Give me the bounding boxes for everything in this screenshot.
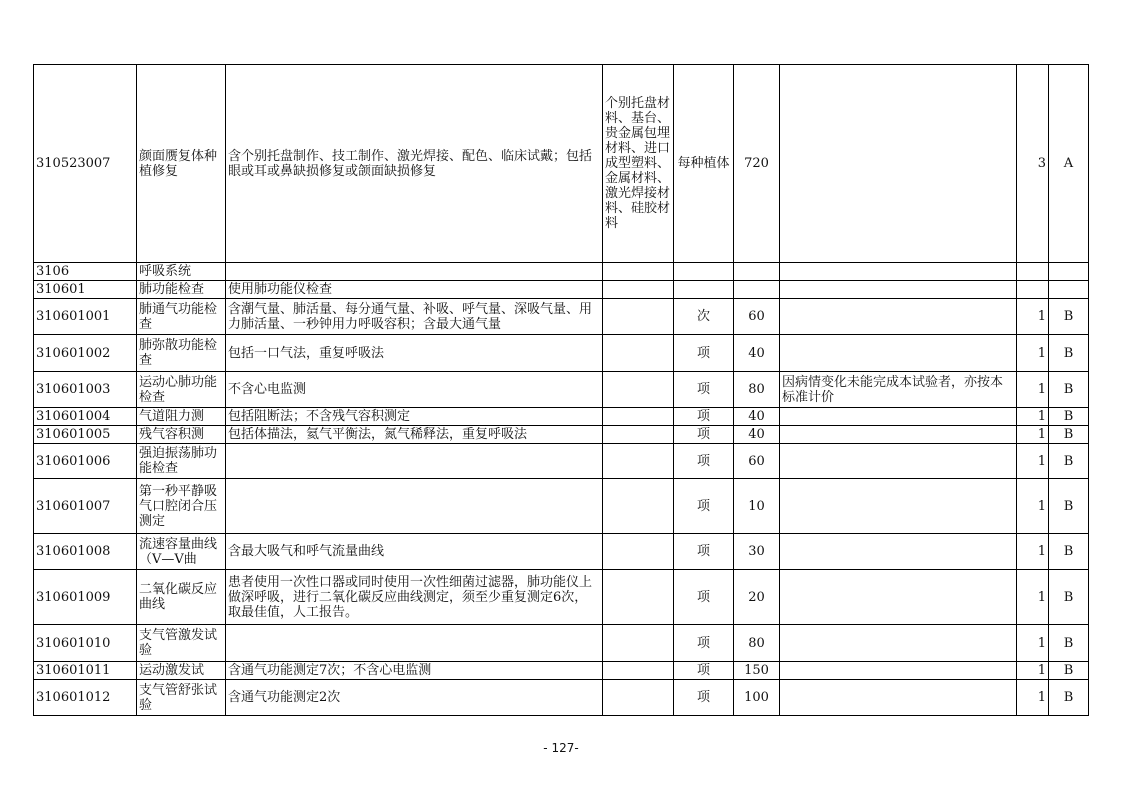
charge-unit-cell: 每种植体 <box>674 65 734 263</box>
hospital-level-cell: 1 <box>1017 570 1049 625</box>
hospital-level-cell: 1 <box>1017 479 1049 534</box>
hospital-level-cell: 1 <box>1017 426 1049 444</box>
excluded-items-cell <box>603 444 674 479</box>
price-cell: 80 <box>734 372 780 408</box>
charge-unit-cell <box>674 281 734 299</box>
item-name-cell: 运动心肺功能检查 <box>137 372 226 408</box>
fee-schedule-table <box>33 64 1089 716</box>
item-name-cell: 流速容量曲线（V—V曲 <box>137 534 226 570</box>
table-row <box>34 281 1089 299</box>
price-cell: 60 <box>734 444 780 479</box>
table-row <box>34 662 1089 680</box>
price-cell: 20 <box>734 570 780 625</box>
remarks-cell <box>780 570 1017 625</box>
charge-unit-cell: 项 <box>674 680 734 716</box>
charge-unit-cell <box>674 263 734 281</box>
remarks-cell <box>780 534 1017 570</box>
hospital-level-cell: 1 <box>1017 335 1049 372</box>
price-cell: 80 <box>734 625 780 662</box>
item-code-cell: 310601012 <box>34 680 137 716</box>
remarks-cell <box>780 662 1017 680</box>
remarks-cell <box>780 408 1017 426</box>
item-content-cell <box>226 479 603 534</box>
price-cell: 40 <box>734 408 780 426</box>
excluded-items-cell <box>603 408 674 426</box>
item-code-cell: 310601011 <box>34 662 137 680</box>
item-name-cell: 残气容积测 <box>137 426 226 444</box>
table-row <box>34 534 1089 570</box>
item-content-cell: 含通气功能测定7次；不含心电监测 <box>226 662 603 680</box>
excluded-items-cell <box>603 534 674 570</box>
table-row <box>34 299 1089 335</box>
hospital-level-cell: 1 <box>1017 534 1049 570</box>
remarks-cell <box>780 444 1017 479</box>
item-content-cell: 包括一口气法，重复呼吸法 <box>226 335 603 372</box>
charge-unit-cell: 项 <box>674 372 734 408</box>
table-row <box>34 444 1089 479</box>
item-name-cell: 运动激发试 <box>137 662 226 680</box>
excluded-items-cell <box>603 479 674 534</box>
item-name-cell: 支气管舒张试验 <box>137 680 226 716</box>
item-content-cell: 包括阻断法；不含残气容积测定 <box>226 408 603 426</box>
item-name-cell: 肺功能检查 <box>137 281 226 299</box>
excluded-items-cell <box>603 299 674 335</box>
price-cell: 150 <box>734 662 780 680</box>
table-row <box>34 335 1089 372</box>
category-cell: B <box>1049 570 1089 625</box>
item-content-cell: 不含心电监测 <box>226 372 603 408</box>
charge-unit-cell: 项 <box>674 444 734 479</box>
remarks-cell <box>780 479 1017 534</box>
remarks-cell: 因病情变化未能完成本试验者，亦按本标准计价 <box>780 372 1017 408</box>
category-cell: B <box>1049 299 1089 335</box>
table-row <box>34 408 1089 426</box>
item-content-cell: 包括体描法，氦气平衡法，氮气稀释法，重复呼吸法 <box>226 426 603 444</box>
price-cell: 40 <box>734 335 780 372</box>
remarks-cell <box>780 426 1017 444</box>
excluded-items-cell: 个别托盘材料、基台、贵金属包埋材料、进口成型塑料、金属材料、激光焊接材料、硅胶材料 <box>603 65 674 263</box>
item-code-cell: 3106 <box>34 263 137 281</box>
category-cell: B <box>1049 479 1089 534</box>
item-content-cell: 含通气功能测定2次 <box>226 680 603 716</box>
item-code-cell: 310601009 <box>34 570 137 625</box>
category-cell: B <box>1049 680 1089 716</box>
item-code-cell: 310601003 <box>34 372 137 408</box>
hospital-level-cell: 1 <box>1017 662 1049 680</box>
price-cell <box>734 263 780 281</box>
excluded-items-cell <box>603 281 674 299</box>
item-name-cell: 肺弥散功能检查 <box>137 335 226 372</box>
item-name-cell: 肺通气功能检查 <box>137 299 226 335</box>
hospital-level-cell: 1 <box>1017 625 1049 662</box>
price-cell: 40 <box>734 426 780 444</box>
price-cell: 60 <box>734 299 780 335</box>
category-cell: B <box>1049 444 1089 479</box>
charge-unit-cell: 项 <box>674 534 734 570</box>
page-number: - 127- <box>543 741 579 755</box>
remarks-cell <box>780 263 1017 281</box>
category-cell: B <box>1049 534 1089 570</box>
excluded-items-cell <box>603 680 674 716</box>
table-row <box>34 263 1089 281</box>
item-name-cell: 强迫振荡肺功能检查 <box>137 444 226 479</box>
excluded-items-cell <box>603 263 674 281</box>
item-code-cell: 310601005 <box>34 426 137 444</box>
charge-unit-cell: 项 <box>674 335 734 372</box>
charge-unit-cell: 项 <box>674 408 734 426</box>
item-content-cell: 患者使用一次性口器或同时使用一次性细菌过滤器，肺功能仪上做深呼吸，进行二氧化碳反应曲线测定，须至少重复测定6次，取最佳值，人工报告。 <box>226 570 603 625</box>
excluded-items-cell <box>603 662 674 680</box>
table-row <box>34 426 1089 444</box>
charge-unit-cell: 项 <box>674 662 734 680</box>
item-content-cell: 使用肺功能仪检查 <box>226 281 603 299</box>
table-row <box>34 625 1089 662</box>
remarks-cell <box>780 281 1017 299</box>
item-content-cell: 含潮气量、肺活量、每分通气量、补吸、呼气量、深吸气量、用力肺活量、一秒钟用力呼吸容积；含最大通气量 <box>226 299 603 335</box>
item-content-cell <box>226 625 603 662</box>
table-row <box>34 680 1089 716</box>
charge-unit-cell: 项 <box>674 570 734 625</box>
remarks-cell <box>780 680 1017 716</box>
item-code-cell: 310523007 <box>34 65 137 263</box>
table-row <box>34 65 1089 263</box>
category-cell: B <box>1049 408 1089 426</box>
price-cell: 10 <box>734 479 780 534</box>
item-content-cell: 含最大吸气和呼气流量曲线 <box>226 534 603 570</box>
excluded-items-cell <box>603 426 674 444</box>
item-code-cell: 310601008 <box>34 534 137 570</box>
category-cell: B <box>1049 372 1089 408</box>
item-content-cell <box>226 263 603 281</box>
table-row <box>34 372 1089 408</box>
category-cell: A <box>1049 65 1089 263</box>
table-row <box>34 479 1089 534</box>
charge-unit-cell: 次 <box>674 299 734 335</box>
remarks-cell <box>780 335 1017 372</box>
table-row <box>34 570 1089 625</box>
category-cell: B <box>1049 625 1089 662</box>
remarks-cell <box>780 625 1017 662</box>
item-name-cell: 二氧化碳反应曲线 <box>137 570 226 625</box>
item-code-cell: 310601006 <box>34 444 137 479</box>
remarks-cell <box>780 299 1017 335</box>
price-cell <box>734 281 780 299</box>
charge-unit-cell: 项 <box>674 625 734 662</box>
item-code-cell: 310601007 <box>34 479 137 534</box>
hospital-level-cell <box>1017 281 1049 299</box>
excluded-items-cell <box>603 625 674 662</box>
hospital-level-cell: 1 <box>1017 299 1049 335</box>
item-code-cell: 310601010 <box>34 625 137 662</box>
item-name-cell: 第一秒平静吸气口腔闭合压测定 <box>137 479 226 534</box>
category-cell <box>1049 263 1089 281</box>
item-name-cell: 呼吸系统 <box>137 263 226 281</box>
category-cell <box>1049 281 1089 299</box>
hospital-level-cell: 1 <box>1017 408 1049 426</box>
item-name-cell: 颜面赝复体种植修复 <box>137 65 226 263</box>
hospital-level-cell: 1 <box>1017 680 1049 716</box>
hospital-level-cell: 1 <box>1017 372 1049 408</box>
item-code-cell: 310601 <box>34 281 137 299</box>
price-cell: 30 <box>734 534 780 570</box>
remarks-cell <box>780 65 1017 263</box>
excluded-items-cell <box>603 570 674 625</box>
item-content-cell: 含个别托盘制作、技工制作、激光焊接、配色、临床试戴；包括眼或耳或鼻缺损修复或颌面缺损修复 <box>226 65 603 263</box>
excluded-items-cell <box>603 335 674 372</box>
price-cell: 720 <box>734 65 780 263</box>
category-cell: B <box>1049 662 1089 680</box>
hospital-level-cell: 1 <box>1017 444 1049 479</box>
hospital-level-cell: 3 <box>1017 65 1049 263</box>
item-code-cell: 310601001 <box>34 299 137 335</box>
category-cell: B <box>1049 335 1089 372</box>
item-content-cell <box>226 444 603 479</box>
item-name-cell: 支气管激发试验 <box>137 625 226 662</box>
item-code-cell: 310601002 <box>34 335 137 372</box>
charge-unit-cell: 项 <box>674 479 734 534</box>
excluded-items-cell <box>603 372 674 408</box>
price-cell: 100 <box>734 680 780 716</box>
charge-unit-cell: 项 <box>674 426 734 444</box>
hospital-level-cell <box>1017 263 1049 281</box>
item-code-cell: 310601004 <box>34 408 137 426</box>
item-name-cell: 气道阻力测 <box>137 408 226 426</box>
category-cell: B <box>1049 426 1089 444</box>
